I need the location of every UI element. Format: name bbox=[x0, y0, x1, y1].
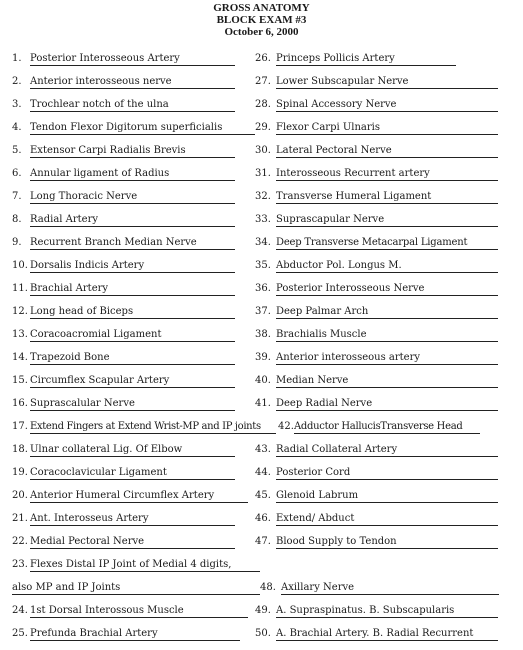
answer-text: Trochlear notch of the ulna bbox=[30, 98, 235, 112]
answer-number: 4. bbox=[12, 122, 22, 133]
answer-row bbox=[255, 305, 498, 321]
answer-text: Blood Supply to Tendon bbox=[276, 535, 498, 549]
answer-text: Flexes Distal IP Joint of Medial 4 digits, bbox=[30, 558, 260, 572]
exam-title: GROSS ANATOMY bbox=[213, 2, 310, 14]
answer-number: 20. bbox=[12, 490, 28, 501]
answer-number: 26. bbox=[255, 53, 271, 64]
answer-text: Extend Fingers at Extend Wrist-MP and IP joints bbox=[30, 420, 276, 434]
answer-number: 22. bbox=[12, 536, 28, 547]
answer-number: 44. bbox=[255, 467, 271, 478]
answer-text: Circumflex Scapular Artery bbox=[30, 374, 235, 388]
answer-text: Glenoid Labrum bbox=[276, 489, 498, 503]
answer-number: 10. bbox=[12, 260, 28, 271]
answer-number: 14. bbox=[12, 352, 28, 363]
answer-row bbox=[255, 351, 498, 367]
answer-text: Lower Subscapular Nerve bbox=[276, 75, 498, 89]
answer-row bbox=[255, 121, 498, 137]
answer-text: Lateral Pectoral Nerve bbox=[276, 144, 498, 158]
answer-number: 29. bbox=[255, 122, 271, 133]
answer-text: Tendon Flexor Digitorum superficialis bbox=[30, 121, 255, 135]
answer-number: 18. bbox=[12, 444, 28, 455]
answer-row bbox=[255, 328, 498, 344]
answer-text: Extensor Carpi Radialis Brevis bbox=[30, 144, 235, 158]
answer-row bbox=[12, 512, 235, 528]
answer-text: Coracoclavicular Ligament bbox=[30, 466, 235, 480]
exam-subtitle: BLOCK EXAM #3 bbox=[216, 14, 307, 26]
answer-text: Dorsalis Indicis Artery bbox=[30, 259, 235, 273]
answer-row bbox=[12, 236, 235, 252]
answer-row bbox=[12, 466, 235, 482]
answer-row bbox=[12, 397, 235, 413]
answer-text: Deep Transverse Metacarpal Ligament bbox=[276, 236, 498, 250]
answer-number: 7. bbox=[12, 191, 22, 202]
answer-number: 2. bbox=[12, 76, 22, 87]
answer-text: Spinal Accessory Nerve bbox=[276, 98, 498, 112]
answer-row bbox=[12, 190, 235, 206]
answer-row bbox=[12, 420, 276, 436]
answer-text: Transverse Humeral Ligament bbox=[276, 190, 498, 204]
answer-row bbox=[255, 627, 498, 643]
answer-number: 33. bbox=[255, 214, 271, 225]
answer-number: 8. bbox=[12, 214, 22, 225]
answer-number: 19. bbox=[12, 467, 28, 478]
answer-number: 35. bbox=[255, 260, 271, 271]
answer-number: 37. bbox=[255, 306, 271, 317]
answer-row bbox=[12, 213, 235, 229]
answer-row bbox=[12, 558, 260, 574]
answer-row bbox=[12, 581, 260, 597]
answer-row bbox=[260, 581, 499, 597]
answer-row bbox=[12, 443, 235, 459]
answer-text: Trapezoid Bone bbox=[30, 351, 235, 365]
answer-number: 39. bbox=[255, 352, 271, 363]
answer-text: Axillary Nerve bbox=[281, 581, 499, 595]
answer-row bbox=[12, 328, 235, 344]
answer-row bbox=[12, 535, 235, 551]
answer-row bbox=[255, 259, 498, 275]
answer-text: Long Thoracic Nerve bbox=[30, 190, 235, 204]
answer-row bbox=[12, 167, 235, 183]
answer-number: 36. bbox=[255, 283, 271, 294]
answer-number: 9. bbox=[12, 237, 22, 248]
answer-row bbox=[12, 98, 235, 114]
answer-text: Suprascalular Nerve bbox=[30, 397, 235, 411]
answer-text: Extend/ Abduct bbox=[276, 512, 498, 526]
answer-number: 41. bbox=[255, 398, 271, 409]
answer-row bbox=[12, 282, 235, 298]
answer-number: 16. bbox=[12, 398, 28, 409]
answer-row bbox=[12, 75, 235, 91]
answer-number: 31. bbox=[255, 168, 271, 179]
answer-number: 49. bbox=[255, 605, 271, 616]
answer-number: 40. bbox=[255, 375, 271, 386]
answer-number: 15. bbox=[12, 375, 28, 386]
answer-row bbox=[12, 351, 235, 367]
answer-row bbox=[12, 627, 240, 643]
answer-row bbox=[255, 144, 498, 160]
exam-date: October 6, 2000 bbox=[224, 26, 299, 38]
answer-number: 48. bbox=[260, 582, 276, 593]
answer-row bbox=[12, 374, 235, 390]
answer-number: 5. bbox=[12, 145, 22, 156]
answer-text: Coracoacromial Ligament bbox=[30, 328, 235, 342]
answer-row bbox=[255, 236, 498, 252]
answer-number: 3. bbox=[12, 99, 22, 110]
answer-text: Radial Collateral Artery bbox=[276, 443, 498, 457]
answer-text: Recurrent Branch Median Nerve bbox=[30, 236, 235, 250]
answer-number: 38. bbox=[255, 329, 271, 340]
answer-text: Deep Radial Nerve bbox=[276, 397, 498, 411]
answer-text: Posterior Cord bbox=[276, 466, 498, 480]
answer-text: Princeps Pollicis Artery bbox=[276, 52, 456, 66]
answer-text: Radial Artery bbox=[30, 213, 235, 227]
answer-row bbox=[255, 374, 498, 390]
answer-number: 42. bbox=[278, 421, 294, 432]
answer-text: Brachialis Muscle bbox=[276, 328, 498, 342]
answer-text: Prefunda Brachial Artery bbox=[30, 627, 240, 641]
answer-row bbox=[255, 75, 498, 91]
answer-row bbox=[255, 604, 498, 620]
answer-text: Brachial Artery bbox=[30, 282, 235, 296]
answer-text: Ulnar collateral Lig. Of Elbow bbox=[30, 443, 235, 457]
answer-text: Posterior Interosseous Artery bbox=[30, 52, 235, 66]
answer-number: 45. bbox=[255, 490, 271, 501]
answer-text: Suprascapular Nerve bbox=[276, 213, 498, 227]
answer-number: 32. bbox=[255, 191, 271, 202]
answer-number: 12. bbox=[12, 306, 28, 317]
answer-row bbox=[255, 98, 498, 114]
answer-row bbox=[12, 121, 255, 137]
answer-text: Anterior interosseous artery bbox=[276, 351, 498, 365]
answer-number: 23. bbox=[12, 559, 28, 570]
answer-row bbox=[12, 259, 235, 275]
answer-text: Anterior interosseous nerve bbox=[30, 75, 235, 89]
answer-number: 1. bbox=[12, 53, 22, 64]
answer-text: Ant. Interosseus Artery bbox=[30, 512, 235, 526]
answer-text: Deep Palmar Arch bbox=[276, 305, 498, 319]
answer-row bbox=[12, 52, 235, 68]
answer-row bbox=[255, 489, 498, 505]
answer-number: 34. bbox=[255, 237, 271, 248]
answer-text: Medial Pectoral Nerve bbox=[30, 535, 235, 549]
answer-number: 13. bbox=[12, 329, 28, 340]
answer-text: Median Nerve bbox=[276, 374, 498, 388]
answer-text: Interosseous Recurrent artery bbox=[276, 167, 498, 181]
answer-row bbox=[255, 535, 498, 551]
answer-row bbox=[255, 443, 498, 459]
answer-number: 30. bbox=[255, 145, 271, 156]
answer-row bbox=[12, 144, 235, 160]
answer-row bbox=[255, 52, 456, 68]
answer-number: 6. bbox=[12, 168, 22, 179]
answer-row bbox=[12, 604, 248, 620]
answer-text: Anterior Humeral Circumflex Artery bbox=[30, 489, 248, 503]
answer-number: 11. bbox=[12, 283, 28, 294]
answer-row bbox=[255, 512, 498, 528]
answer-row bbox=[278, 420, 480, 436]
answer-row bbox=[255, 282, 498, 298]
answer-number: 46. bbox=[255, 513, 271, 524]
answer-number: 47. bbox=[255, 536, 271, 547]
answer-number: 50. bbox=[255, 628, 271, 639]
answer-row bbox=[255, 213, 498, 229]
answer-row bbox=[255, 466, 498, 482]
exam-header bbox=[0, 2, 523, 38]
answer-text: Flexor Carpi Ulnaris bbox=[276, 121, 498, 135]
answer-text: Posterior Interosseous Nerve bbox=[276, 282, 498, 296]
answer-text: Long head of Biceps bbox=[30, 305, 235, 319]
answer-text: 1st Dorsal Interossous Muscle bbox=[30, 604, 248, 618]
answer-row bbox=[255, 167, 498, 183]
answer-number: 27. bbox=[255, 76, 271, 87]
answer-number: 21. bbox=[12, 513, 28, 524]
answer-number: 17. bbox=[12, 421, 28, 432]
answer-row bbox=[12, 305, 235, 321]
answer-row bbox=[255, 190, 498, 206]
answer-text: Abductor Pol. Longus M. bbox=[276, 259, 498, 273]
answer-number: 28. bbox=[255, 99, 271, 110]
answer-text: also MP and IP Joints bbox=[12, 581, 260, 595]
answer-number: 25. bbox=[12, 628, 28, 639]
answer-row bbox=[12, 489, 248, 505]
answer-row bbox=[255, 397, 498, 413]
answer-text: Adductor HallucisTransverse Head bbox=[294, 420, 480, 434]
answer-number: 24. bbox=[12, 605, 28, 616]
answer-text: Annular ligament of Radius bbox=[30, 167, 235, 181]
answer-number: 43. bbox=[255, 444, 271, 455]
answer-text: A. Brachial Artery. B. Radial Recurrent bbox=[276, 627, 498, 641]
answer-text: A. Supraspinatus. B. Subscapularis bbox=[276, 604, 498, 618]
